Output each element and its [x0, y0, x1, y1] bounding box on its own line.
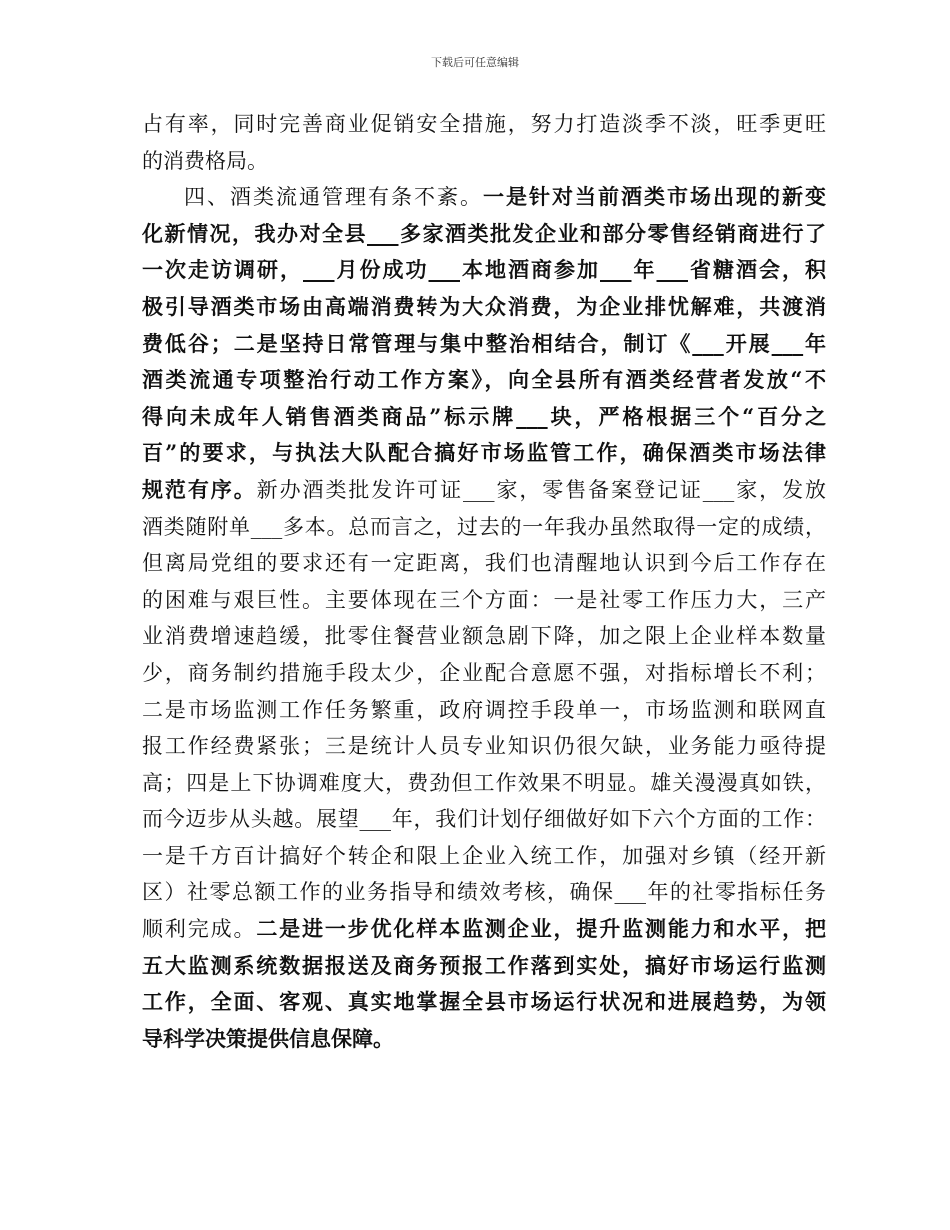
- text-line: [142, 1021, 826, 1058]
- text-line: [142, 874, 826, 911]
- text-line: [142, 106, 826, 143]
- bold-text-segment: 费低谷；二是坚持日常管理与集中整治相结合，制订《___开展___年: [142, 330, 826, 356]
- text-line: [142, 545, 826, 582]
- text-segment: 四、酒类流通管理有条不紊。: [184, 185, 483, 210]
- text-line: [142, 655, 826, 692]
- bold-text-segment: 得向未成年人销售酒类商品”标示牌___块，严格根据三个“百分之: [142, 403, 826, 429]
- body-text: [142, 106, 826, 1057]
- text-segment: 而今迈步从头越。展望___年，我们计划仔细做好如下六个方面的工作：: [142, 807, 826, 832]
- text-segment: 高；四是上下协调难度大，费劲但工作效果不明显。雄关漫漫真如铁，: [142, 770, 826, 795]
- text-line: [142, 326, 826, 363]
- bold-text-segment: 一是针对当前酒类市场出现的新变: [483, 184, 826, 210]
- text-segment: 一是千方百计搞好个转企和限上企业入统工作，加强对乡镇（经开新: [142, 843, 826, 868]
- text-line: [142, 179, 826, 216]
- text-segment: 二是市场监测工作任务繁重，政府调控手段单一，市场监测和联网直: [142, 697, 826, 722]
- text-line: [142, 216, 826, 253]
- text-line: [142, 801, 826, 838]
- text-line: [142, 252, 826, 289]
- text-line: [142, 911, 826, 948]
- bold-text-segment: 五大监测系统数据报送及商务预报工作落到实处，搞好市场运行监测: [142, 952, 826, 978]
- text-line: [142, 289, 826, 326]
- text-line: [142, 618, 826, 655]
- text-line: [142, 692, 826, 729]
- text-segment: 但离局党组的要求还有一定距离，我们也清醒地认识到今后工作存在: [142, 551, 826, 576]
- text-line: [142, 509, 826, 546]
- bold-text-segment: 百”的要求，与执法大队配合搞好市场监管工作，确保酒类市场法律: [142, 440, 826, 466]
- text-segment: 新办酒类批发许可证___家，零售备案登记证___家，发放: [256, 477, 827, 502]
- text-segment: 区）社零总额工作的业务指导和绩效考核，确保___年的社零指标任务: [142, 880, 826, 905]
- bold-text-segment: 工作，全面、客观、真实地掌握全县市场运行状况和进展趋势，为领: [142, 989, 826, 1015]
- text-line: [142, 765, 826, 802]
- text-segment: 顺利完成。: [142, 917, 257, 942]
- text-segment: 少，商务制约措施手段太少，企业配合意愿不强，对指标增长不利；: [142, 660, 826, 685]
- bold-text-segment: 化新情况，我办对全县___多家酒类批发企业和部分零售经销商进行了: [142, 220, 826, 246]
- bold-text-segment: 二是进一步优化样本监测企业，提升监测能力和水平，把: [256, 916, 826, 942]
- text-line: [142, 838, 826, 875]
- bold-text-segment: 极引导酒类市场由高端消费转为大众消费，为企业排忧解难，共渡消: [142, 293, 826, 319]
- text-segment: 占有率，同时完善商业促销安全措施，努力打造淡季不淡，旺季更旺: [142, 112, 826, 136]
- text-line: [142, 582, 826, 619]
- text-line: [142, 362, 826, 399]
- page-header: 下载后可任意编辑: [431, 56, 519, 69]
- bold-text-segment: 一次走访调研，___月份成功___本地酒商参加___年___省糖酒会，积: [142, 257, 826, 283]
- bold-text-segment: 规范有序。: [142, 476, 257, 502]
- bold-text-segment: 导科学决策提供信息保障。: [142, 1025, 394, 1051]
- text-line: [142, 948, 826, 985]
- bold-text-segment: 酒类流通专项整治行动工作方案》，向全县所有酒类经营者发放“不: [142, 367, 826, 393]
- text-line: [142, 472, 826, 509]
- text-line: [142, 143, 826, 180]
- text-segment: 报工作经费紧张；三是统计人员专业知识仍很欠缺，业务能力亟待提: [142, 734, 826, 759]
- text-line: [142, 435, 826, 472]
- text-segment: 酒类随附单___多本。总而言之，过去的一年我办虽然取得一定的成绩，: [142, 514, 826, 539]
- text-line: [142, 399, 826, 436]
- text-line: [142, 728, 826, 765]
- text-line: [142, 984, 826, 1021]
- text-segment: 的消费格局。: [142, 148, 268, 173]
- text-segment: 业消费增速趋缓，批零住餐营业额急剧下降，加之限上企业样本数量: [142, 624, 826, 649]
- text-segment: 的困难与艰巨性。主要体现在三个方面：一是社零工作压力大，三产: [142, 587, 826, 612]
